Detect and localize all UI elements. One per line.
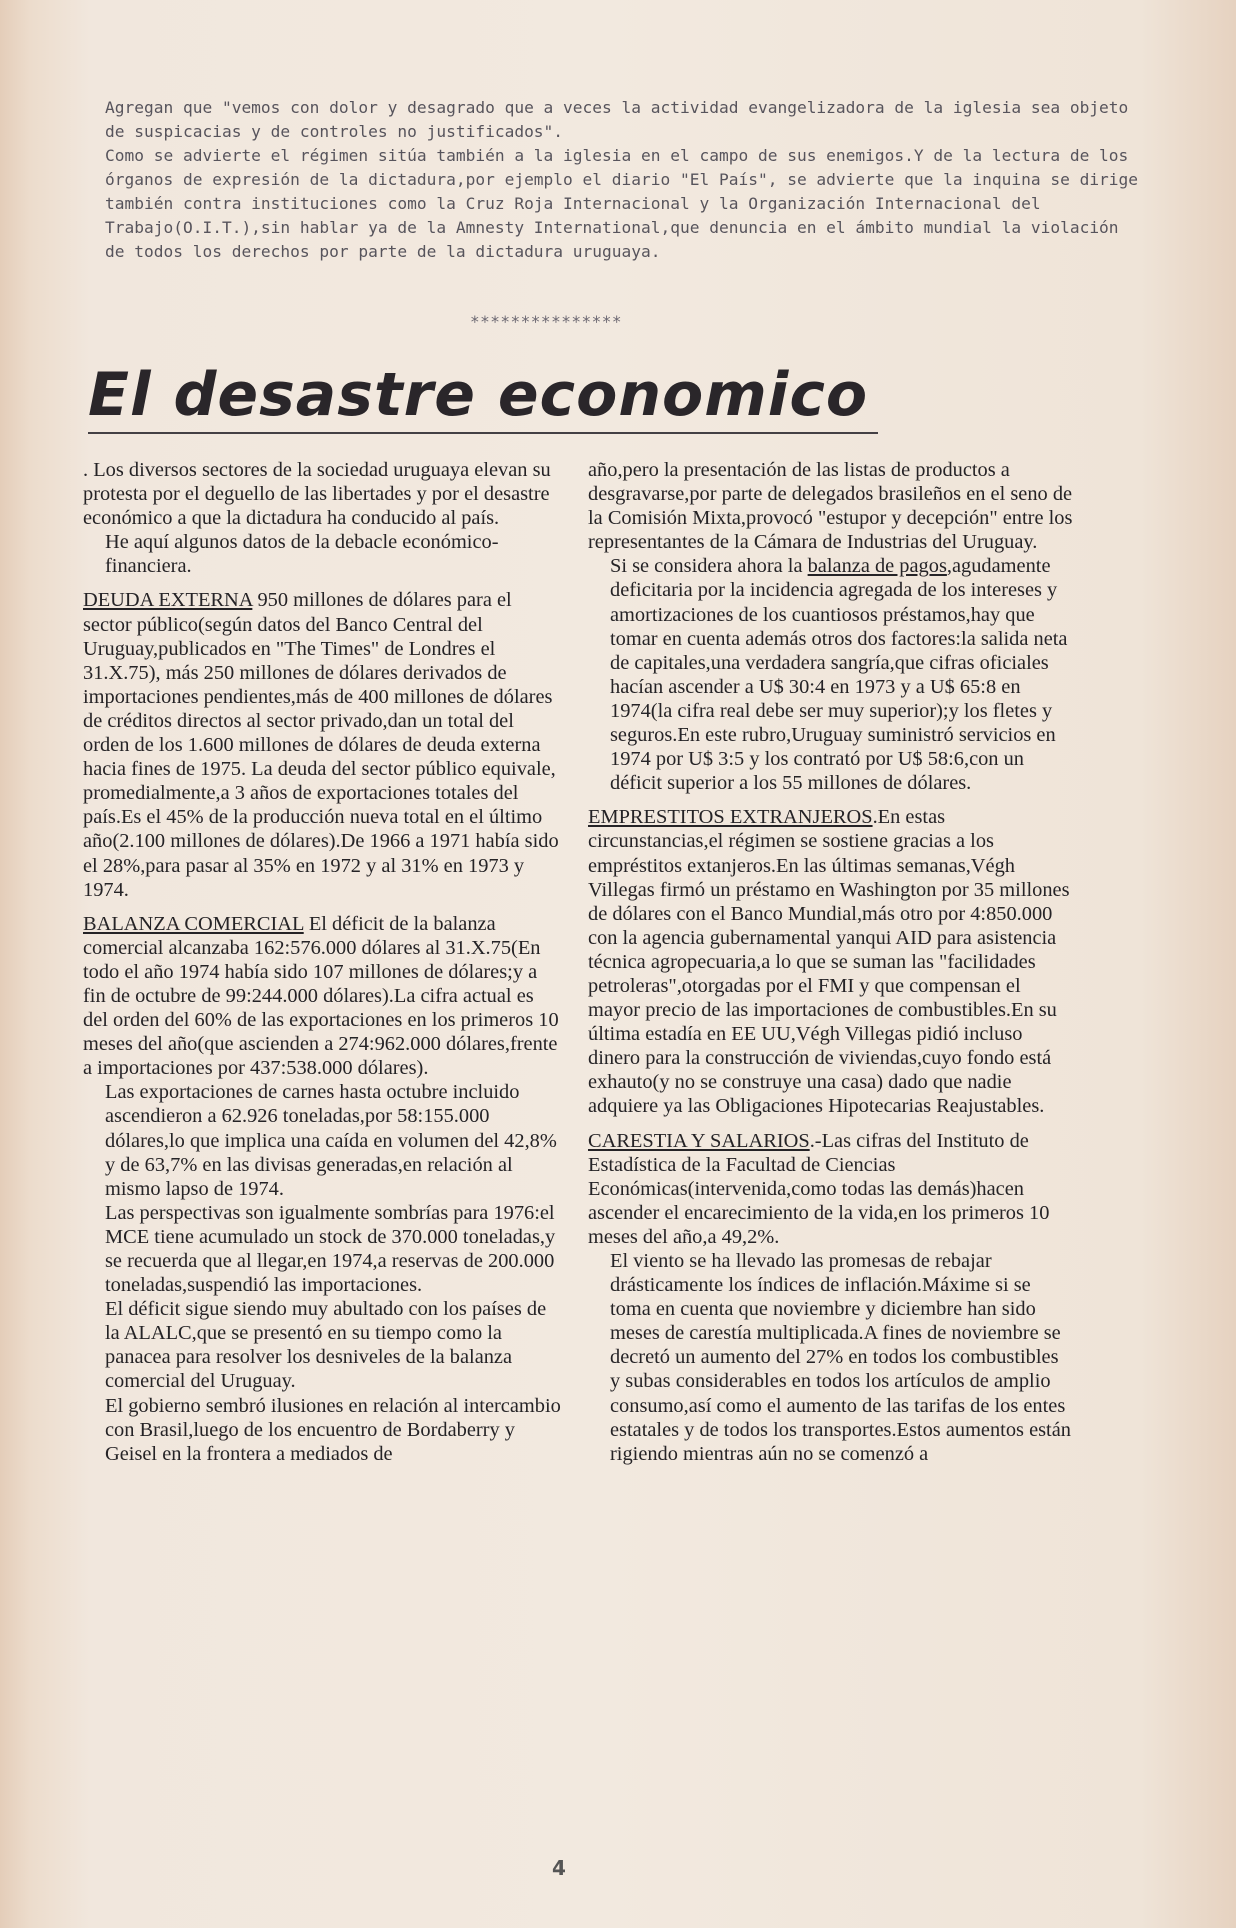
balanza-pagos-text: ,agudamente deficitaria por la incidencia agregada de los intereses y amortizaciones de los cuantiosos préstamos,hay que tomar en cuenta además otros dos factores:la salida neta de capitales,una verdadera sangría,que cifras oficiales hacían ascender a U$ 30:4 en 1973 y a U$ 65:8 en 1974(la cifra real debe ser muy superior);y los fletes y seguros.En este rubro,Uruguay suministró servicios en 1974 por U$ 3:5 y los contrató por U$ 58:6,con un déficit superior a los 55 millones de dólares.: [610, 555, 1068, 795]
emprestitos-paragraph: [588, 805, 1073, 1118]
balanza-comercial-text: El déficit de la balanza comercial alcanzaba 162:576.000 dólares al 31.X.75(En todo el año 1974 había sido 107 millones de dólares;y a fin de octubre de 99:244.000 dólares).La cifra actual es del orden del 60% de las exportaciones en los primeros 10 meses del año(que ascienden a 274:962.000 dólares,frente a importaciones por 437:538.000 dólares).: [83, 912, 559, 1080]
intro-paragraph-1: Agregan que "vemos con dolor y desagrado que a veces la actividad evangelizadora de la iglesia sea objeto de suspicacias y de controles no justificados".: [105, 98, 1129, 141]
emprestitos-text: .En estas circunstancias,el régimen se sostiene gracias a los empréstitos extanjeros.En las últimas semanas,Végh Villegas firmó un préstamo en Washington por 35 millones de dólares con el Banco Mundial,más otro por 4:850.000 con la agencia gubernamental yanqui AID para asistencia técnica agropecuaria,a lo que se suman las "facilidades petroleras",otorgadas por el FMI y que compensan el mayor precio de las importaciones de combustibles.En su última estadía en EE UU,Végh Villegas pidió incluso dinero para la construcción de viviendas,cuyo fondo está exhauto(y no se construye una casa) dado que nadie adquiere ya las Obligaciones Hipotecarias Reajustables.: [588, 806, 1070, 1118]
page-number: 4: [552, 1856, 566, 1880]
carnes-paragraph: Las exportaciones de carnes hasta octubre incluido ascendieron a 62.926 toneladas,por 58:155.000 dólares,lo que implica una caída en volumen del 42,8% y de 63,7% en las divisas generadas,en relación al mismo lapso de 1974.: [105, 1081, 557, 1200]
right-paragraph-1: año,pero la presentación de las listas de productos a desgravarse,por parte de delegados brasileños en el seno de la Comisión Mixta,provocó "estupor y decepción" entre los representantes de la Cámara de Industrias del Uruguay.: [588, 459, 1073, 554]
emprestitos-heading: EMPRESTITOS EXTRANJEROS: [588, 806, 873, 829]
carestia-paragraph: [588, 1129, 1073, 1249]
section-separator: ***************: [470, 312, 622, 331]
left-paragraph-1: . Los diversos sectores de la sociedad uruguaya elevan su protesta por el deguello de las libertades y por el desastre económico a que la dictadura ha conducido al país.: [83, 459, 551, 530]
deficit-alalc-paragraph: El déficit sigue siendo muy abultado con los países de la ALALC,que se presentó en su tiempo como la panacea para resolver los desniveles de la balanza comercial del Uruguay.: [105, 1298, 547, 1393]
deuda-externa-heading: DEUDA EXTERNA: [83, 589, 253, 612]
balanza-pagos-start: Si se considera ahora la: [610, 555, 808, 578]
deuda-externa-paragraph: [83, 588, 563, 901]
left-paragraph-2: He aquí algunos datos de la debacle económico-financiera.: [105, 531, 499, 578]
deuda-externa-text: 950 millones de dólares para el sector público(según datos del Banco Central del Uruguay,publicados en "The Times" de Londres el 31.X.75), más 250 millones de dólares derivados de importaciones pendientes,más de 400 millones de dólares de créditos directos al sector privado,dan un total del orden de los 1.600 millones de dólares de deuda externa hacia fines de 1975. La deuda del sector público equivale, promedialmente,a 3 años de exportaciones totales del país.Es el 45% de la producción nueva total en el último año(2.100 millones de dólares).De 1966 a 1971 había sido el 28%,para pasar al 35% en 1972 y al 31% en 1973 y 1974.: [83, 589, 559, 901]
balanza-pagos-heading: balanza de pagos: [807, 555, 947, 578]
article-column-right: [588, 458, 1073, 1466]
gobierno-brasil-paragraph: El gobierno sembró ilusiones en relación al intercambio con Brasil,luego de los encuentro de Bordaberry y Geisel en la frontera a mediados de: [105, 1394, 561, 1465]
intro-text: [83, 96, 1143, 264]
intro-paragraph-2: Como se advierte el régimen sitúa también a la iglesia en el campo de sus enemigos.Y de la lectura de los órganos de expresión de la dictadura,por ejemplo el diario "El País", se advierte que la inquina se dirige también contra instituciones como la Cruz Roja Internacional y la Organización Internacional del Trabajo(O.I.T.),sin hablar ya de la Amnesty International,que denuncia en el ámbito mundial la violación de todos los derechos por parte de la dictadura uruguaya.: [105, 146, 1139, 261]
balanza-comercial-paragraph: [83, 912, 563, 1081]
carestia-text: .-Las cifras del Instituto de Estadística de la Facultad de Ciencias Económicas(intervenida,como todas las demás)hacen ascender el encarecimiento de la vida,en los primeros 10 meses del año,a 49,2%.: [588, 1129, 1050, 1248]
carestia-heading: CARESTIA Y SALARIOS: [588, 1129, 810, 1152]
balanza-pagos-paragraph: [588, 554, 1073, 795]
viento-paragraph: El viento se ha llevado las promesas de rebajar drásticamente los índices de inflación.Máxime si se toma en cuenta que noviembre y diciembre han sido meses de carestía multiplicada.A fines de noviembre se decretó un aumento del 27% en todos los combustibles y subas considerables en todos los artículos de amplio consumo,así como el aumento de las tarifas de los entes estatales y de todos los transportes.Estos aumentos están rigiendo mientras aún no se comenzó a: [610, 1250, 1071, 1465]
balanza-comercial-heading: BALANZA COMERCIAL: [83, 912, 304, 935]
perspectivas-paragraph: Las perspectivas son igualmente sombrías para 1976:el MCE tiene acumulado un stock de 370.000 toneladas,y se recuerda que al llegar,en 1974,a reservas de 200.000 toneladas,suspendió las importaciones.: [105, 1201, 556, 1297]
article-headline: El desastre economico: [88, 360, 878, 434]
article-column-left: [83, 458, 563, 1466]
